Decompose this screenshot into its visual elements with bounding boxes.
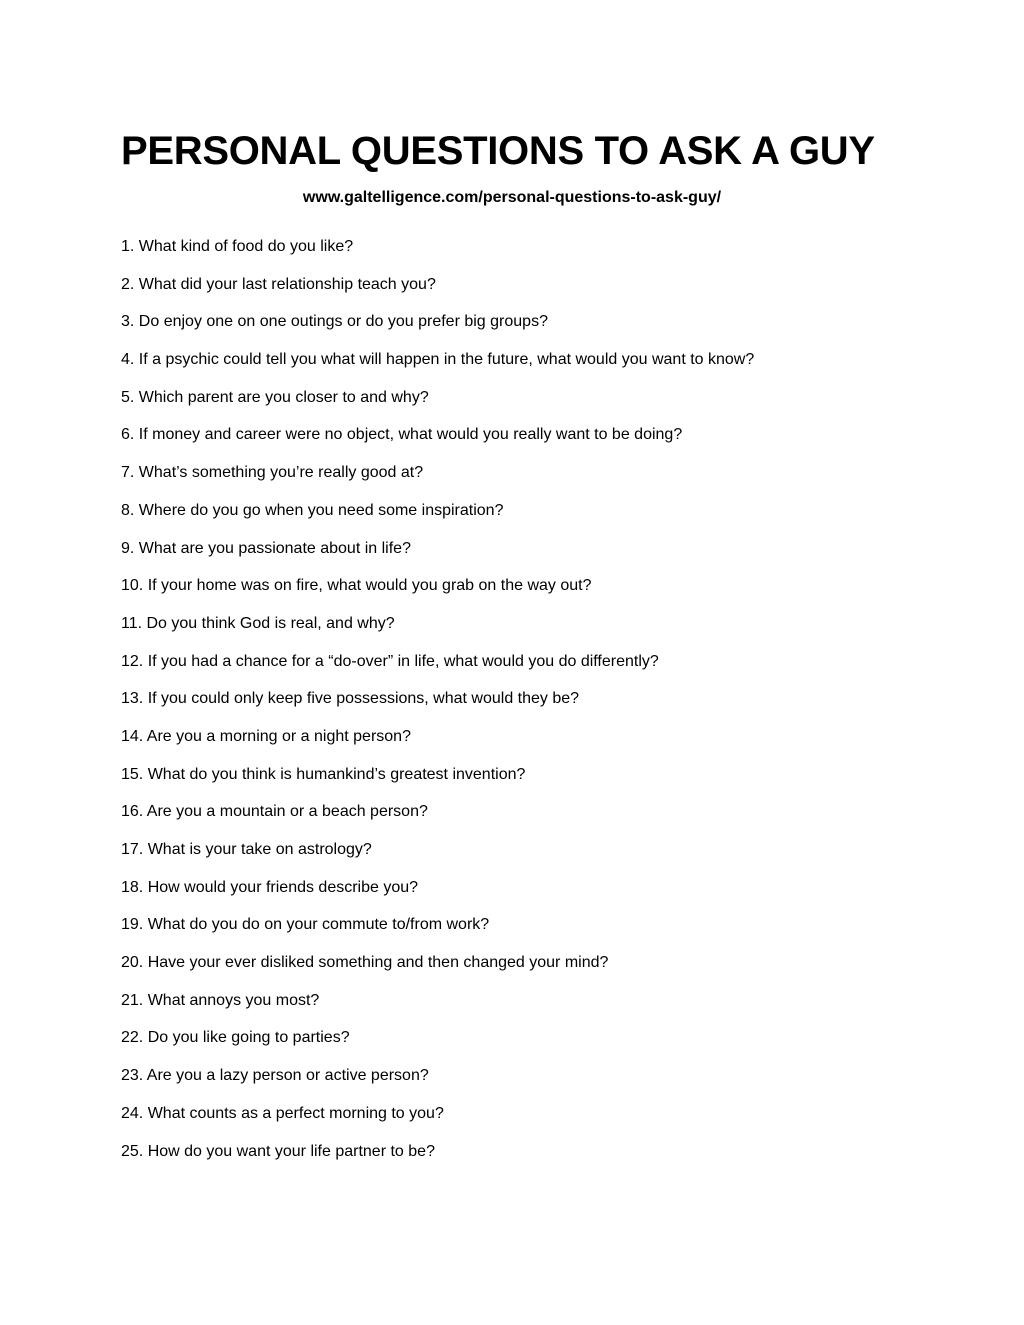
question-item: 6. If money and career were no object, what would you really want to be doing? xyxy=(121,426,683,444)
question-item: 1. What kind of food do you like? xyxy=(121,238,354,255)
question-item: 21. What annoys you most? xyxy=(121,991,320,1009)
question-item: 23. Are you a lazy person or active person? xyxy=(121,1067,429,1085)
question-item: 5. Which parent are you closer to and why? xyxy=(121,388,429,406)
question-item: 19. What do you do on your commute to/from work? xyxy=(121,916,490,934)
question-item: 22. Do you like going to parties? xyxy=(121,1029,350,1047)
question-item: 9. What are you passionate about in life? xyxy=(121,539,411,557)
question-item: 17. What is your take on astrology? xyxy=(121,841,372,858)
question-item: 24. What counts as a perfect morning to you? xyxy=(121,1104,444,1122)
question-item: 8. Where do you go when you need some inspiration? xyxy=(121,501,504,519)
questions-list xyxy=(121,236,754,1178)
page-title: PERSONAL QUESTIONS TO ASK A GUY xyxy=(121,129,875,173)
question-item: 25. How do you want your life partner to be? xyxy=(121,1142,435,1160)
question-item: 4. If a psychic could tell you what will happen in the future, what would you want to know? xyxy=(121,351,755,369)
question-item: 12. If you had a chance for a “do-over” in life, what would you do differently? xyxy=(121,652,659,670)
question-item: 11. Do you think God is real, and why? xyxy=(121,614,395,632)
question-item: 3. Do enjoy one on one outings or do you prefer big groups? xyxy=(121,313,548,331)
question-item: 13. If you could only keep five possessions, what would they be? xyxy=(121,690,580,708)
question-item: 18. How would your friends describe you? xyxy=(121,878,419,896)
question-item: 10. If your home was on fire, what would you grab on the way out? xyxy=(121,577,592,595)
question-item: 20. Have your ever disliked something and then changed your mind? xyxy=(121,954,609,972)
question-item: 14. Are you a morning or a night person? xyxy=(121,727,411,745)
question-item: 16. Are you a mountain or a beach person? xyxy=(121,803,428,821)
question-item: 7. What’s something you’re really good at? xyxy=(121,464,424,482)
source-url: www.galtelligence.com/personal-questions-to-ask-guy/ xyxy=(302,189,722,206)
question-item: 15. What do you think is humankind’s greatest invention? xyxy=(121,765,526,783)
question-item: 2. What did your last relationship teach you? xyxy=(121,275,436,293)
